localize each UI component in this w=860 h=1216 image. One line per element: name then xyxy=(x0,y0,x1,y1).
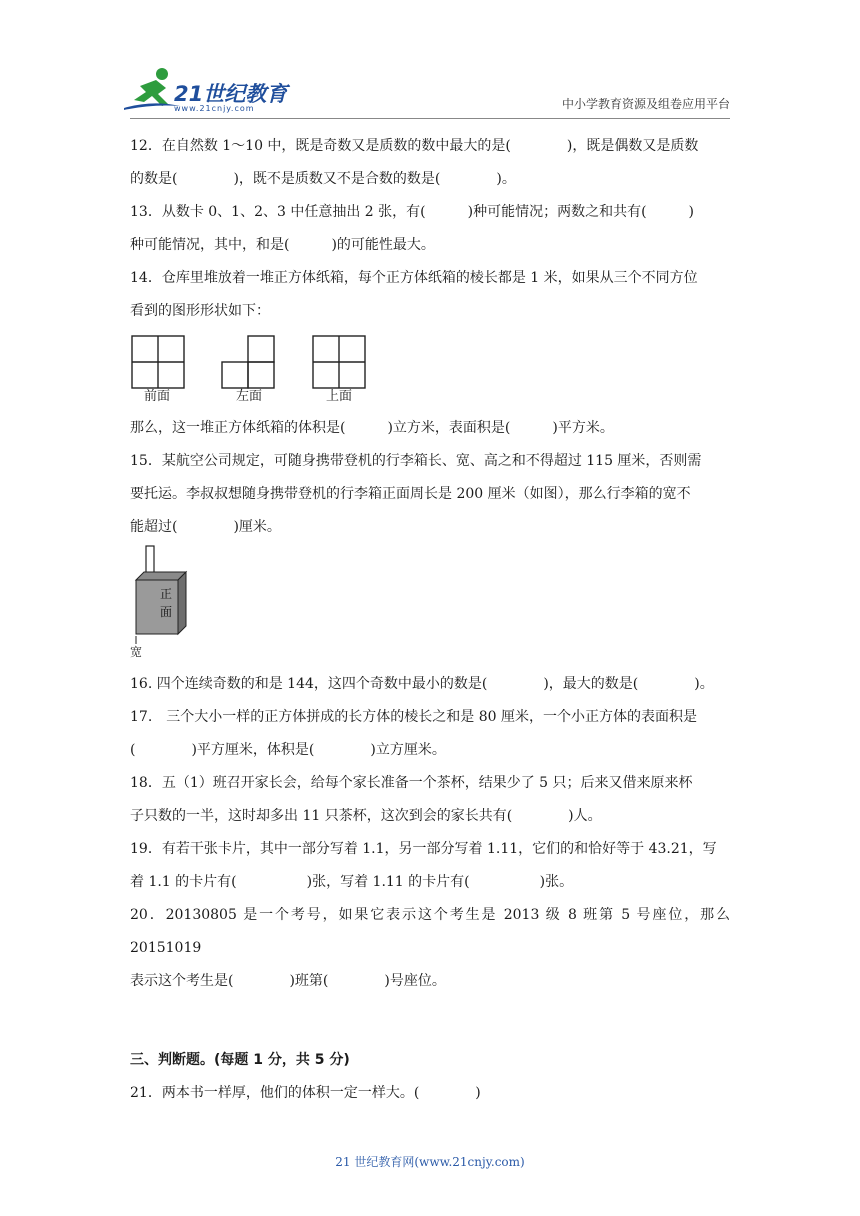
q14-line3: 那么，这一堆正方体纸箱的体积是( )立方米，表面积是( )平方米。 xyxy=(130,420,614,436)
q12-line2: 的数是( )，既不是质数又不是合数的数是( )。 xyxy=(130,171,516,187)
caption-top: 上面 xyxy=(326,389,353,404)
q13-line2: 种可能情况，其中，和是( )的可能性最大。 xyxy=(130,237,435,253)
width-label: 宽 xyxy=(130,645,143,659)
logo-title: 21世纪教育 xyxy=(174,82,288,106)
q15-line3: 能超过( )厘米。 xyxy=(130,519,281,535)
front-face-label-1: 正 xyxy=(160,587,173,601)
section-spacer xyxy=(130,998,730,1044)
q20-line2: 表示这个考生是( )班第( )号座位。 xyxy=(130,973,446,989)
q15-figure xyxy=(130,544,730,668)
q14-line2: 看到的图形形状如下： xyxy=(130,303,270,319)
page-footer: 21 世纪教育网(www.21cnjy.com) xyxy=(335,1155,525,1169)
q14-figure xyxy=(130,334,730,412)
page-header xyxy=(0,0,860,120)
q19-line1: 19．有若干张卡片，其中一部分写着 1.1，另一部分写着 1.11，它们的和恰好等于 43.21，写 xyxy=(130,841,717,857)
q18-line1: 18．五（1）班召开家长会，给每个家长准备一个茶杯，结果少了 5 只；后来又借来原来杯 xyxy=(130,775,693,791)
q18-line2: 子只数的一半，这时却多出 11 只茶杯，这次到会的家长共有( )人。 xyxy=(130,808,602,824)
header-tagline: 中小学教育资源及组卷应用平台 xyxy=(561,97,730,111)
logo-url: www.21cnjy.com xyxy=(174,104,255,113)
q15-line2: 要托运。李叔叔想随身携带登机的行李箱正面周长是 200 厘米（如图），那么行李箱的宽不 xyxy=(130,486,691,502)
header-divider xyxy=(130,118,730,119)
caption-front: 前面 xyxy=(144,389,171,404)
q12-line1: 12．在自然数 1～10 中，既是奇数又是质数的数中最大的是( )，既是偶数又是质数 xyxy=(130,138,699,154)
runner-logo-icon xyxy=(122,64,182,114)
caption-left: 左面 xyxy=(236,389,263,404)
section3-title: 三、判断题。(每题 1 分，共 5 分) xyxy=(130,1052,350,1068)
front-face-label-2: 面 xyxy=(160,605,173,619)
suitcase-diagram xyxy=(130,544,200,660)
q16-line1: 16. 四个连续奇数的和是 144，这四个奇数中最小的数是( )，最大的数是( )。 xyxy=(130,676,714,692)
q21-line1: 21．两本书一样厚，他们的体积一定一样大。( ) xyxy=(130,1085,481,1101)
question-content xyxy=(130,130,730,1110)
logo xyxy=(122,64,302,114)
q13-line1: 13．从数卡 0、1、2、3 中任意抽出 2 张，有( )种可能情况；两数之和共有( ) xyxy=(130,204,694,220)
q17-line2: ( )平方厘米，体积是( )立方厘米。 xyxy=(130,742,446,758)
q19-line2: 着 1.1 的卡片有( )张，写着 1.11 的卡片有( )张。 xyxy=(130,874,574,890)
q17-line1: 17. 三个大小一样的正方体拼成的长方体的棱长之和是 80 厘米，一个小正方体的表面积是 xyxy=(130,709,697,725)
q15-line1: 15．某航空公司规定，可随身携带登机的行李箱长、宽、高之和不得超过 115 厘米，否则需 xyxy=(130,453,702,469)
q20-line1: 20．20130805 是一个考号，如果它表示这个考生是 2013 级 8 班第 5 号座位，那么 20151019 xyxy=(130,907,730,956)
q14-line1: 14．仓库里堆放着一堆正方体纸箱，每个正方体纸箱的棱长都是 1 米，如果从三个不同方位 xyxy=(130,270,698,286)
